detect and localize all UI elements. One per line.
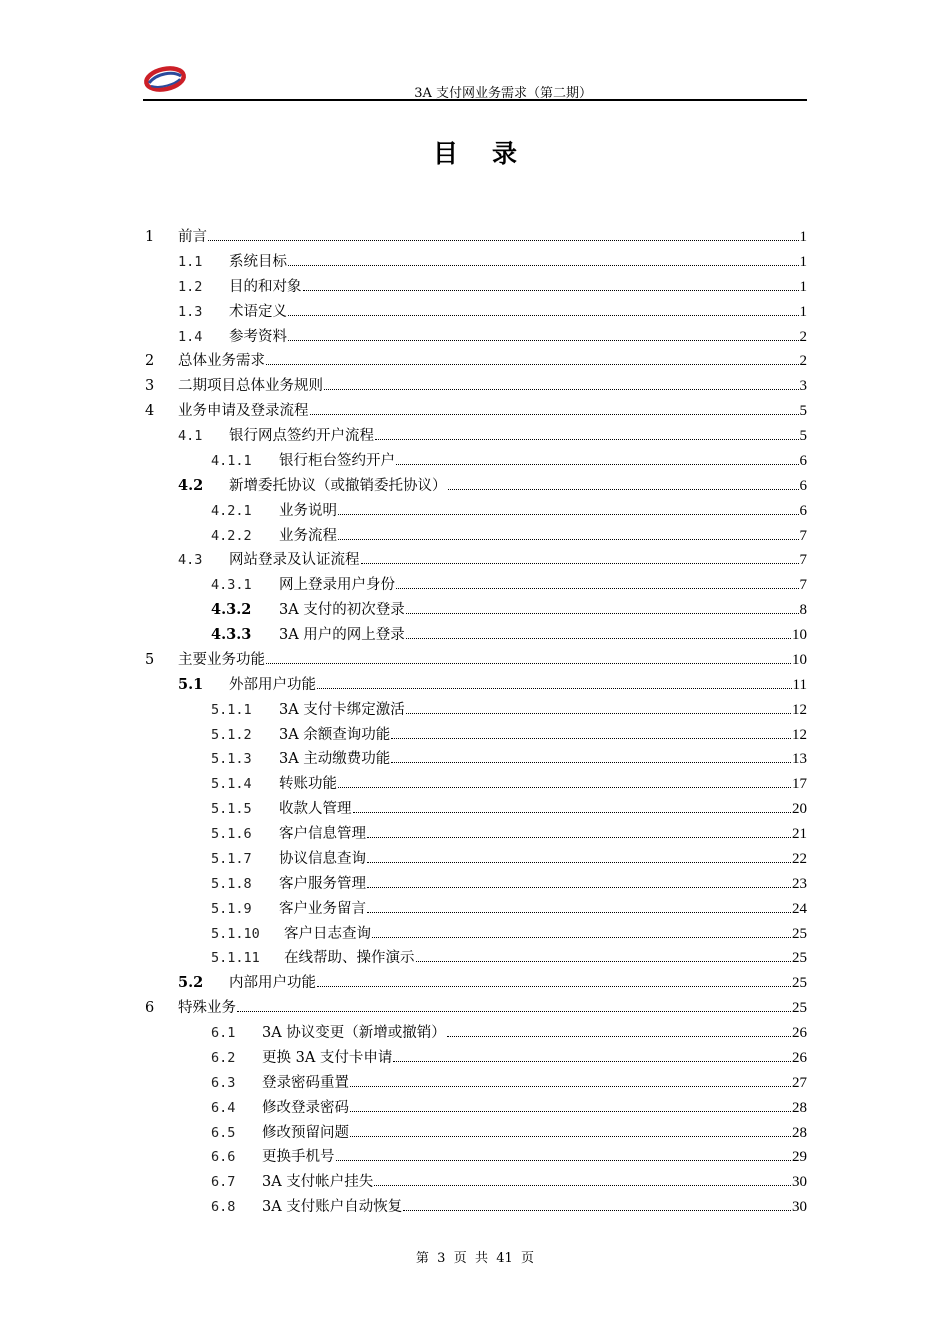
- toc-entry[interactable]: [145, 275, 807, 300]
- toc-entry[interactable]: [145, 996, 807, 1021]
- toc-entry-title: 修改预留问题: [262, 1124, 349, 1141]
- toc-entry-page: 1: [799, 253, 807, 270]
- toc-entry-title: 客户信息管理: [279, 826, 366, 842]
- toc-entry-number: 5.1.4: [211, 776, 252, 793]
- toc-entry[interactable]: [145, 946, 807, 971]
- toc-leader-dots: [372, 937, 791, 938]
- toc-entry-page: 6: [799, 477, 807, 494]
- toc-entry-page: 25: [792, 950, 807, 967]
- toc-entry-page: 12: [792, 726, 807, 743]
- toc-leader-dots: [367, 887, 791, 888]
- toc-entry-title: 登录密码重置: [262, 1074, 349, 1091]
- toc-entry-number: 1: [145, 229, 155, 245]
- toc-leader-dots: [391, 738, 791, 739]
- toc-entry[interactable]: [145, 548, 807, 573]
- toc-entry-title: 客户日志查询: [284, 925, 371, 942]
- toc-entry-page: 6: [799, 502, 807, 519]
- toc-entry-number: 6.7: [211, 1174, 236, 1191]
- toc-entry-number: 4.1: [178, 428, 203, 444]
- toc-entry-number: 3: [145, 378, 155, 395]
- toc-entry-number: 5.1.3: [211, 751, 252, 768]
- toc-entry[interactable]: [145, 349, 807, 374]
- toc-entry-page: 1: [799, 303, 807, 320]
- toc-leader-dots: [350, 1136, 791, 1137]
- toc-entry[interactable]: [145, 399, 807, 424]
- toc-leader-dots: [317, 688, 792, 689]
- toc-entry-page: 12: [792, 701, 807, 718]
- toc-entry-number: 5.2: [178, 974, 204, 992]
- toc-entry-number: 6.6: [211, 1149, 236, 1166]
- toc-entry-title: 术语定义: [229, 303, 287, 320]
- toc-entry-title: 3A 主动缴费功能: [279, 751, 391, 768]
- toc-entry-number: 4.3: [178, 552, 203, 569]
- toc-entry-number: 4: [145, 403, 155, 420]
- toc-entry[interactable]: [145, 1195, 807, 1220]
- toc-entry[interactable]: [145, 499, 807, 524]
- toc-entry-number: 5.1.11: [211, 950, 260, 967]
- toc-entry-page: 25: [792, 975, 807, 992]
- toc-entry-number: 5.1.8: [211, 875, 252, 892]
- toc-leader-dots: [338, 787, 791, 788]
- toc-entry-number: 6.3: [211, 1074, 236, 1091]
- toc-entry-title: 修改登录密码: [262, 1099, 349, 1116]
- toc-entry-page: 5: [799, 428, 807, 444]
- toc-entry[interactable]: [145, 424, 807, 449]
- toc-entry-number: 5.1.10: [211, 925, 260, 942]
- toc-leader-dots: [447, 1036, 791, 1037]
- toc-entry-title: 客户服务管理: [279, 875, 366, 892]
- toc-leader-dots: [288, 340, 799, 341]
- toc-entry[interactable]: [145, 225, 807, 250]
- toc-entry[interactable]: [145, 374, 807, 399]
- toc-leader-dots: [353, 812, 792, 813]
- toc-entry-number: 6.2: [211, 1049, 236, 1066]
- toc-entry-number: 1.3: [178, 303, 203, 320]
- toc-entry[interactable]: [145, 698, 807, 723]
- toc-entry[interactable]: [145, 897, 807, 922]
- toc-entry-title: 主要业务功能: [178, 651, 265, 668]
- toc-entry-number: 4.3.2: [211, 601, 252, 619]
- toc-entry-page: 8: [799, 602, 807, 619]
- toc-entry-title: 转账功能: [279, 776, 337, 793]
- toc-entry[interactable]: [145, 524, 807, 549]
- toc-entry-title: 银行网点签约开户流程: [229, 428, 374, 444]
- toc-entry[interactable]: [145, 673, 807, 698]
- toc-entry-number: 6.5: [211, 1124, 236, 1141]
- toc-entry-title: 客户业务留言: [279, 900, 366, 917]
- toc-entry-title: 目的和对象: [229, 278, 302, 295]
- toc-entry[interactable]: [145, 1071, 807, 1096]
- toc-leader-dots: [266, 364, 799, 365]
- toc-entry-number: 1.1: [178, 253, 203, 270]
- toc-entry[interactable]: [145, 922, 807, 947]
- toc-leader-dots: [350, 1111, 791, 1112]
- toc-entry[interactable]: [145, 1096, 807, 1121]
- toc-entry-title: 系统目标: [229, 253, 287, 270]
- toc-entry-page: 7: [799, 552, 807, 569]
- toc-entry-page: 23: [792, 875, 807, 892]
- toc-leader-dots: [317, 986, 791, 987]
- header-rule: [143, 99, 807, 101]
- toc-leader-dots: [288, 315, 799, 316]
- toc-entry[interactable]: [145, 325, 807, 350]
- toc-entry-page: 28: [792, 1099, 807, 1116]
- toc-entry-page: 27: [792, 1074, 807, 1091]
- toc-leader-dots: [396, 464, 799, 465]
- toc-entry[interactable]: [145, 1021, 807, 1046]
- toc-entry-page: 22: [792, 850, 807, 867]
- toc-entry-page: 5: [799, 403, 807, 420]
- toc-entry-title: 银行柜台签约开户: [279, 452, 395, 469]
- toc-entry-number: 5.1.6: [211, 826, 252, 842]
- table-of-contents: [145, 225, 807, 1220]
- toc-entry-page: 1: [799, 278, 807, 295]
- toc-entry[interactable]: [145, 300, 807, 325]
- toc-entry-title: 3A 协议变更（新增或撤销）: [262, 1025, 446, 1041]
- company-logo-icon: [143, 64, 187, 94]
- header-title: 3A 支付网业务需求（第二期）: [414, 86, 592, 101]
- toc-entry-title: 协议信息查询: [279, 850, 366, 867]
- toc-leader-dots: [391, 762, 791, 763]
- toc-entry-number: 1.2: [178, 278, 203, 295]
- toc-entry[interactable]: [145, 573, 807, 598]
- toc-entry-page: 1: [799, 229, 807, 245]
- toc-entry-title: 外部用户功能: [229, 676, 316, 693]
- page-header: [143, 60, 807, 102]
- toc-entry-number: 6.8: [211, 1199, 236, 1216]
- toc-entry-title: 新增委托协议（或撤销委托协议）: [229, 477, 447, 494]
- toc-entry[interactable]: [145, 449, 807, 474]
- toc-entry-title: 3A 用户的网上登录: [279, 627, 405, 643]
- toc-entry[interactable]: [145, 623, 807, 648]
- toc-leader-dots: [406, 713, 791, 714]
- toc-leader-dots: [406, 638, 791, 639]
- toc-leader-dots: [288, 265, 799, 266]
- toc-entry-title: 业务申请及登录流程: [178, 403, 309, 420]
- toc-entry-number: 4.3.1: [211, 577, 252, 594]
- toc-entry-number: 6.1: [211, 1025, 236, 1041]
- toc-entry[interactable]: [145, 250, 807, 275]
- toc-leader-dots: [448, 489, 799, 490]
- toc-entry-page: 11: [792, 676, 807, 693]
- toc-leader-dots: [350, 1086, 791, 1087]
- toc-entry-page: 30: [792, 1199, 807, 1216]
- toc-entry-page: 10: [792, 651, 807, 668]
- toc-entry[interactable]: [145, 1046, 807, 1071]
- toc-entry[interactable]: [145, 872, 807, 897]
- toc-entry[interactable]: [145, 598, 807, 623]
- toc-leader-dots: [338, 514, 799, 515]
- toc-entry-page: 2: [799, 328, 807, 345]
- toc-entry[interactable]: [145, 1121, 807, 1146]
- page-footer: 第 3 页 共 41 页: [415, 1251, 535, 1266]
- toc-leader-dots: [361, 563, 799, 564]
- toc-entry-title: 3A 支付帐户挂失: [262, 1174, 374, 1191]
- toc-entry-page: 2: [799, 353, 807, 370]
- toc-entry[interactable]: [145, 747, 807, 772]
- toc-entry-title: 网站登录及认证流程: [229, 552, 360, 569]
- toc-entry-page: 7: [799, 577, 807, 594]
- toc-entry-title: 参考资料: [229, 328, 287, 345]
- toc-leader-dots: [367, 862, 791, 863]
- toc-leader-dots: [403, 1210, 791, 1211]
- toc-entry-page: 13: [792, 751, 807, 768]
- toc-entry-page: 25: [792, 925, 807, 942]
- toc-entry[interactable]: [145, 474, 807, 499]
- toc-entry-number: 4.2: [178, 476, 204, 494]
- toc-entry-title: 3A 支付账户自动恢复: [262, 1199, 403, 1216]
- toc-entry-page: 3: [799, 378, 807, 395]
- toc-leader-dots: [336, 1160, 792, 1161]
- toc-entry-title: 3A 支付卡绑定激活: [279, 701, 405, 718]
- toc-entry[interactable]: [145, 1170, 807, 1195]
- toc-entry-title: 网上登录用户身份: [279, 577, 395, 594]
- toc-leader-dots: [375, 439, 799, 440]
- toc-entry-page: 29: [792, 1149, 807, 1166]
- toc-entry-number: 5.1.7: [211, 850, 252, 867]
- toc-entry-number: 5.1.9: [211, 900, 252, 917]
- toc-leader-dots: [266, 663, 791, 664]
- toc-entry-number: 5.1.2: [211, 726, 252, 743]
- toc-entry-title: 3A 支付的初次登录: [279, 602, 405, 619]
- toc-entry-title: 更换手机号: [262, 1149, 335, 1166]
- toc-leader-dots: [367, 912, 791, 913]
- toc-entry-title: 在线帮助、操作演示: [284, 950, 415, 967]
- toc-entry[interactable]: [145, 772, 807, 797]
- toc-entry[interactable]: [145, 822, 807, 847]
- toc-entry-title: 前言: [178, 229, 207, 245]
- toc-entry-title: 3A 余额查询功能: [279, 726, 391, 743]
- toc-leader-dots: [303, 290, 799, 291]
- toc-entry-page: 24: [792, 900, 807, 917]
- toc-entry-page: 17: [792, 776, 807, 793]
- toc-leader-dots: [310, 414, 799, 415]
- toc-entry-page: 10: [792, 627, 807, 643]
- toc-entry-page: 30: [792, 1174, 807, 1191]
- toc-entry-number: 4.1.1: [211, 452, 252, 469]
- toc-entry-page: 25: [792, 1000, 807, 1017]
- toc-entry-page: 26: [792, 1049, 807, 1066]
- toc-leader-dots: [237, 1011, 791, 1012]
- toc-entry[interactable]: [145, 723, 807, 748]
- toc-entry-number: 4.2.2: [211, 527, 252, 544]
- toc-entry-title: 内部用户功能: [229, 975, 316, 992]
- toc-entry-title: 总体业务需求: [178, 353, 265, 370]
- toc-entry-number: 6.4: [211, 1099, 236, 1116]
- toc-leader-dots: [324, 389, 799, 390]
- toc-entry-title: 特殊业务: [178, 1000, 236, 1017]
- toc-entry-number: 5: [145, 651, 155, 668]
- toc-entry-page: 21: [792, 826, 807, 842]
- toc-leader-dots: [393, 1061, 791, 1062]
- toc-entry-number: 4.3.3: [211, 626, 252, 643]
- toc-entry-number: 6: [145, 1000, 155, 1017]
- toc-entry-number: 5.1.1: [211, 701, 252, 718]
- toc-leader-dots: [367, 837, 791, 838]
- toc-entry[interactable]: [145, 648, 807, 673]
- toc-leader-dots: [396, 588, 799, 589]
- toc-entry-number: 4.2.1: [211, 502, 252, 519]
- toc-leader-dots: [374, 1185, 791, 1186]
- toc-entry-page: 6: [799, 452, 807, 469]
- toc-entry-title: 业务流程: [279, 527, 337, 544]
- toc-leader-dots: [416, 961, 792, 962]
- toc-entry-number: 5.1.5: [211, 801, 252, 818]
- toc-entry-number: 2: [145, 353, 155, 370]
- toc-entry-page: 7: [799, 527, 807, 544]
- toc-entry[interactable]: [145, 797, 807, 822]
- toc-entry-page: 28: [792, 1124, 807, 1141]
- toc-entry-page: 26: [792, 1025, 807, 1041]
- toc-entry-page: 20: [792, 801, 807, 818]
- toc-leader-dots: [208, 240, 799, 241]
- toc-entry[interactable]: [145, 1145, 807, 1170]
- toc-entry-title: 更换 3A 支付卡申请: [262, 1049, 393, 1066]
- toc-entry-number: 1.4: [178, 328, 203, 345]
- toc-entry-title: 二期项目总体业务规则: [178, 378, 323, 395]
- toc-heading: 目录: [432, 139, 551, 168]
- toc-entry[interactable]: [145, 847, 807, 872]
- toc-entry-title: 业务说明: [279, 502, 337, 519]
- toc-entry-title: 收款人管理: [279, 801, 352, 818]
- toc-entry-number: 5.1: [178, 675, 204, 693]
- toc-entry[interactable]: [145, 971, 807, 996]
- toc-leader-dots: [406, 613, 799, 614]
- toc-leader-dots: [338, 539, 799, 540]
